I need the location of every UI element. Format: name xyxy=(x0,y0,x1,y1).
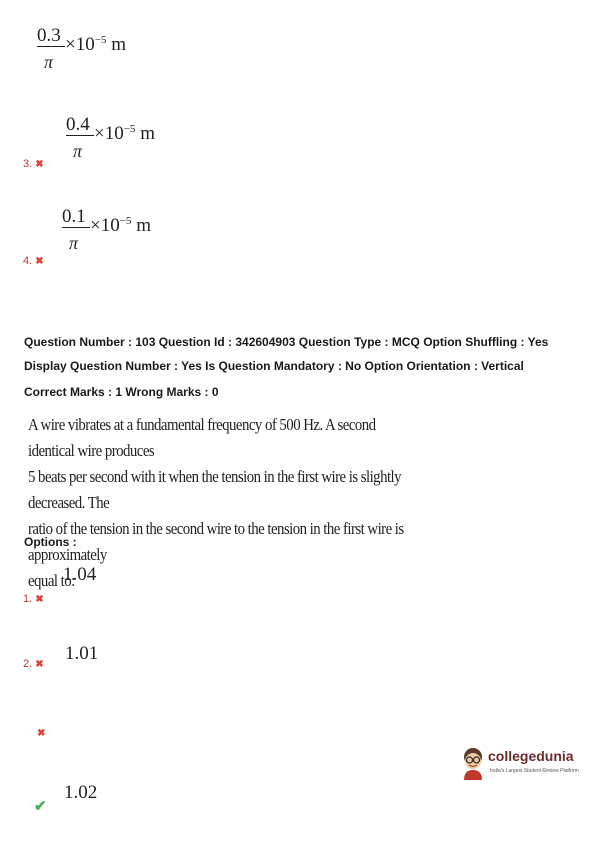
question-text-line: A wire vibrates at a fundamental frequency of 500 Hz. A second identical wire produces xyxy=(28,415,376,460)
x-mark-icon: ✖ xyxy=(35,159,44,170)
option-value-2: 1.01 xyxy=(65,643,99,664)
fraction-numerator: 0.4 xyxy=(66,114,90,135)
checkmark-icon: ✔ xyxy=(34,798,47,815)
x-mark-icon: ✖ xyxy=(37,728,46,739)
question-text-line: equal to: xyxy=(28,571,75,590)
option-number-2: 2. ✖ xyxy=(23,658,44,670)
fraction-bar xyxy=(37,46,65,47)
option-number-3 xyxy=(34,727,45,739)
option-number-1: 1. ✖ xyxy=(23,593,44,605)
collegedunia-logo xyxy=(458,744,583,782)
brand-tagline: India's Largest Student Review Platform xyxy=(490,768,579,774)
prev-option-number-4: 4. ✖ xyxy=(23,255,44,267)
question-meta-line-3: Correct Marks : 1 Wrong Marks : 0 xyxy=(24,385,219,399)
fraction-denominator: π xyxy=(69,233,79,253)
question-meta-line-1: Question Number : 103 Question Id : 342604903 Question Type : MCQ Option Shuffling : Yes xyxy=(24,335,549,349)
fraction-bar xyxy=(62,227,90,228)
fraction-multiplier: $\times 10^{-5}$ m xyxy=(90,215,151,236)
brand-name: collegedunia xyxy=(488,748,574,764)
fraction-multiplier: $\times 10^{-5}$ m xyxy=(94,123,155,144)
option-value-1: 1.04 xyxy=(63,564,97,585)
options-label: Options : xyxy=(24,535,77,549)
x-mark-icon: ✖ xyxy=(35,256,44,267)
question-text-line: 5 beats per second with it when the tension in the first wire is slightly decreased. The xyxy=(28,467,402,512)
prev-option-number-3: 3. ✖ xyxy=(23,158,44,170)
x-mark-icon: ✖ xyxy=(35,659,44,670)
fraction-numerator: 0.1 xyxy=(62,206,86,227)
fraction-denominator: π xyxy=(73,141,83,161)
mascot-icon xyxy=(458,746,488,780)
option-value-4: 1.02 xyxy=(64,782,98,803)
fraction-bar xyxy=(66,135,94,136)
question-text-line: ratio of the tension in the second wire to the tension in the first wire is approximately xyxy=(28,519,404,564)
fraction-numerator: 0.3 xyxy=(37,25,61,46)
fraction-multiplier: $\times 10^{-5}$ m xyxy=(65,34,126,55)
x-mark-icon: ✖ xyxy=(35,594,44,605)
question-meta-line-2: Display Question Number : Yes Is Question Mandatory : No Option Orientation : Vertical xyxy=(24,359,524,373)
fraction-denominator: π xyxy=(44,52,54,72)
